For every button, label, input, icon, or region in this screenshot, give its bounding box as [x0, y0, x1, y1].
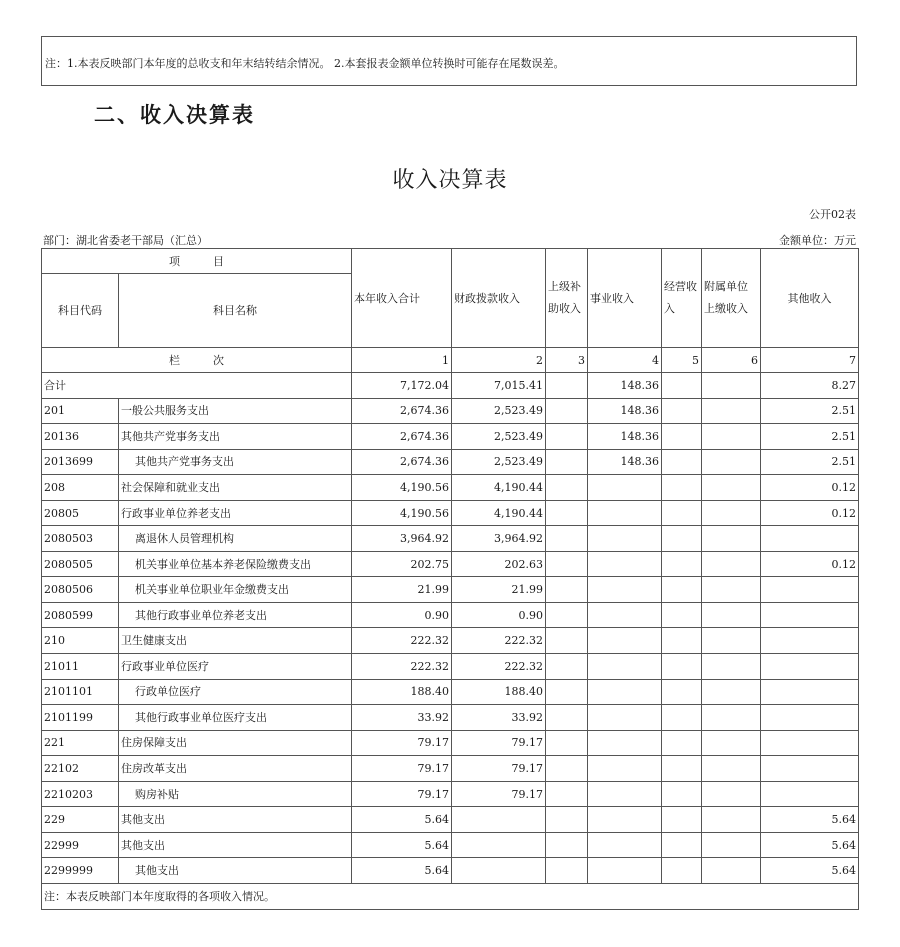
cell-operating [662, 679, 702, 705]
cell-superior [546, 858, 588, 884]
cell-business [588, 475, 662, 501]
cell-other: 5.64 [761, 807, 859, 833]
cell-operating [662, 373, 702, 399]
cell-other: 0.12 [761, 475, 859, 501]
cell-other [761, 756, 859, 782]
cell-name: 行政单位医疗 [119, 679, 352, 705]
cell-operating [662, 500, 702, 526]
cell-operating [662, 654, 702, 680]
cell-operating [662, 756, 702, 782]
cell-affiliated [702, 526, 761, 552]
header-row-1 [42, 249, 859, 274]
cell-affiliated [702, 424, 761, 450]
cell-other: 0.12 [761, 551, 859, 577]
header-superior: 上级补助收入 [546, 249, 588, 348]
cell-name: 行政事业单位养老支出 [119, 500, 352, 526]
cell-code: 2210203 [42, 781, 119, 807]
cell-code: 2101101 [42, 679, 119, 705]
cell-other: 2.51 [761, 424, 859, 450]
cell-business: 148.36 [588, 424, 662, 450]
header-fiscal: 财政拨款收入 [452, 249, 546, 348]
cell-name: 机关事业单位职业年金缴费支出 [119, 577, 352, 603]
table-row [42, 628, 859, 654]
cell-code: 22999 [42, 832, 119, 858]
cell-fiscal: 2,523.49 [452, 449, 546, 475]
cell-code: 20136 [42, 424, 119, 450]
cell-other [761, 602, 859, 628]
cell-superior [546, 551, 588, 577]
table-row [42, 475, 859, 501]
cell-affiliated [702, 577, 761, 603]
cell-fiscal: 79.17 [452, 781, 546, 807]
header-project: 项 目 [42, 249, 352, 274]
cell-name: 住房改革支出 [119, 756, 352, 782]
cell-superior [546, 602, 588, 628]
cell-business [588, 807, 662, 833]
cell-name: 其他行政事业单位养老支出 [119, 602, 352, 628]
cell-operating [662, 526, 702, 552]
cell-other: 5.64 [761, 858, 859, 884]
cell-operating [662, 832, 702, 858]
form-number: 公开02表 [809, 208, 856, 221]
cell-fiscal: 79.17 [452, 730, 546, 756]
cell-affiliated [702, 475, 761, 501]
cell-fiscal: 188.40 [452, 679, 546, 705]
cell-total: 188.40 [352, 679, 452, 705]
cell-code: 22102 [42, 756, 119, 782]
cell-affiliated [702, 398, 761, 424]
table-row [42, 705, 859, 731]
table-title: 收入决算表 [392, 168, 508, 193]
header-name: 科目名称 [119, 274, 352, 348]
cell-operating [662, 628, 702, 654]
cell-fiscal [452, 858, 546, 884]
cell-business [588, 526, 662, 552]
cell-total: 2,674.36 [352, 424, 452, 450]
cell-name: 购房补贴 [119, 781, 352, 807]
cell-business [588, 654, 662, 680]
cell-fiscal: 21.99 [452, 577, 546, 603]
cell-code: 20805 [42, 500, 119, 526]
cell-code: 21011 [42, 654, 119, 680]
cell-code: 2080505 [42, 551, 119, 577]
cell-other [761, 705, 859, 731]
cell-total: 222.32 [352, 628, 452, 654]
top-note: 注：1.本表反映部门本年度的总收支和年末结转结余情况。 2.本套报表金额单位转换时可能存在尾数误差。 [41, 36, 857, 86]
cell-affiliated [702, 654, 761, 680]
cell-total: 3,964.92 [352, 526, 452, 552]
cell-fiscal: 222.32 [452, 628, 546, 654]
cell-total: 79.17 [352, 730, 452, 756]
cell-business [588, 781, 662, 807]
header-affiliated: 附属单位上缴收入 [702, 249, 761, 348]
cell-business [588, 730, 662, 756]
cell-total: 21.99 [352, 577, 452, 603]
cell-other: 8.27 [761, 373, 859, 399]
cell-name: 其他支出 [119, 807, 352, 833]
table-row [42, 654, 859, 680]
cell-code: 201 [42, 398, 119, 424]
cell-business [588, 628, 662, 654]
cell-business [588, 858, 662, 884]
cell-total: 5.64 [352, 858, 452, 884]
column-number-row [42, 348, 859, 373]
cell-superior [546, 526, 588, 552]
cell-fiscal [452, 807, 546, 833]
table-row [42, 526, 859, 552]
col-num: 2 [452, 348, 546, 373]
cell-affiliated [702, 730, 761, 756]
cell-code: 2013699 [42, 449, 119, 475]
cell-superior [546, 756, 588, 782]
table-row [42, 424, 859, 450]
cell-name: 社会保障和就业支出 [119, 475, 352, 501]
cell-code: 210 [42, 628, 119, 654]
cell-total: 2,674.36 [352, 449, 452, 475]
cell-total: 79.17 [352, 781, 452, 807]
cell-total: 5.64 [352, 832, 452, 858]
cell-other [761, 781, 859, 807]
cell-superior [546, 500, 588, 526]
cell-superior [546, 730, 588, 756]
cell-other: 2.51 [761, 398, 859, 424]
cell-other [761, 679, 859, 705]
col-num: 5 [662, 348, 702, 373]
table-row [42, 756, 859, 782]
header-operating: 经营收入 [662, 249, 702, 348]
table-row [42, 679, 859, 705]
cell-fiscal: 0.90 [452, 602, 546, 628]
cell-business: 148.36 [588, 373, 662, 399]
cell-business [588, 705, 662, 731]
total-label: 合计 [42, 373, 352, 399]
cell-name: 其他支出 [119, 858, 352, 884]
cell-affiliated [702, 781, 761, 807]
cell-other: 0.12 [761, 500, 859, 526]
cell-fiscal: 4,190.44 [452, 500, 546, 526]
cell-operating [662, 398, 702, 424]
table-row [42, 602, 859, 628]
cell-other [761, 526, 859, 552]
cell-operating [662, 475, 702, 501]
cell-code: 208 [42, 475, 119, 501]
cell-other [761, 730, 859, 756]
cell-code: 2080599 [42, 602, 119, 628]
cell-superior [546, 807, 588, 833]
cell-fiscal: 7,015.41 [452, 373, 546, 399]
cell-total: 79.17 [352, 756, 452, 782]
cell-code: 221 [42, 730, 119, 756]
cell-business [588, 679, 662, 705]
table-row [42, 781, 859, 807]
col-num: 6 [702, 348, 761, 373]
cell-total: 202.75 [352, 551, 452, 577]
cell-operating [662, 781, 702, 807]
cell-superior [546, 373, 588, 399]
total-row [42, 373, 859, 399]
cell-affiliated [702, 832, 761, 858]
department-label: 部门：湖北省委老干部局（汇总） [43, 234, 208, 247]
table-row [42, 500, 859, 526]
cell-affiliated [702, 858, 761, 884]
col-num: 4 [588, 348, 662, 373]
header-business: 事业收入 [588, 249, 662, 348]
cell-name: 其他共产党事务支出 [119, 424, 352, 450]
header-other: 其他收入 [761, 249, 859, 348]
cell-affiliated [702, 705, 761, 731]
cell-fiscal: 202.63 [452, 551, 546, 577]
cell-total: 4,190.56 [352, 475, 452, 501]
table-row [42, 807, 859, 833]
table-row [42, 858, 859, 884]
cell-operating [662, 602, 702, 628]
cell-other [761, 577, 859, 603]
cell-fiscal: 79.17 [452, 756, 546, 782]
cell-name: 住房保障支出 [119, 730, 352, 756]
col-num: 7 [761, 348, 859, 373]
cell-operating [662, 449, 702, 475]
col-num: 1 [352, 348, 452, 373]
cell-name: 其他共产党事务支出 [119, 449, 352, 475]
cell-superior [546, 398, 588, 424]
cell-code: 2080506 [42, 577, 119, 603]
cell-affiliated [702, 551, 761, 577]
amount-unit-label: 金额单位：万元 [779, 234, 856, 247]
cell-code: 2080503 [42, 526, 119, 552]
cell-name: 行政事业单位医疗 [119, 654, 352, 680]
cell-affiliated [702, 602, 761, 628]
cell-superior [546, 424, 588, 450]
cell-affiliated [702, 679, 761, 705]
footer-row [42, 883, 859, 909]
column-label: 栏 次 [42, 348, 352, 373]
cell-business: 148.36 [588, 449, 662, 475]
income-table [41, 248, 859, 910]
cell-other: 5.64 [761, 832, 859, 858]
cell-operating [662, 807, 702, 833]
footer-note: 注：本表反映部门本年度取得的各项收入情况。 [42, 883, 859, 909]
cell-business [588, 602, 662, 628]
cell-other: 2.51 [761, 449, 859, 475]
cell-superior [546, 781, 588, 807]
cell-total: 4,190.56 [352, 500, 452, 526]
cell-name: 其他支出 [119, 832, 352, 858]
cell-code: 229 [42, 807, 119, 833]
cell-fiscal: 3,964.92 [452, 526, 546, 552]
header-total: 本年收入合计 [352, 249, 452, 348]
cell-operating [662, 730, 702, 756]
cell-business [588, 756, 662, 782]
cell-total: 33.92 [352, 705, 452, 731]
cell-operating [662, 577, 702, 603]
cell-operating [662, 551, 702, 577]
cell-name: 其他行政事业单位医疗支出 [119, 705, 352, 731]
table-row [42, 832, 859, 858]
table-row [42, 577, 859, 603]
cell-total: 7,172.04 [352, 373, 452, 399]
col-num: 3 [546, 348, 588, 373]
cell-code: 2299999 [42, 858, 119, 884]
cell-affiliated [702, 628, 761, 654]
cell-business [588, 832, 662, 858]
cell-operating [662, 705, 702, 731]
cell-superior [546, 449, 588, 475]
cell-affiliated [702, 449, 761, 475]
cell-fiscal [452, 832, 546, 858]
cell-name: 离退休人员管理机构 [119, 526, 352, 552]
table-row [42, 730, 859, 756]
cell-superior [546, 577, 588, 603]
cell-fiscal: 2,523.49 [452, 424, 546, 450]
table-row [42, 449, 859, 475]
cell-fiscal: 33.92 [452, 705, 546, 731]
cell-total: 0.90 [352, 602, 452, 628]
cell-superior [546, 832, 588, 858]
cell-total: 5.64 [352, 807, 452, 833]
cell-affiliated [702, 807, 761, 833]
cell-superior [546, 679, 588, 705]
cell-superior [546, 628, 588, 654]
cell-affiliated [702, 500, 761, 526]
cell-operating [662, 424, 702, 450]
cell-affiliated [702, 373, 761, 399]
table-row [42, 551, 859, 577]
cell-code: 2101199 [42, 705, 119, 731]
cell-total: 2,674.36 [352, 398, 452, 424]
section-heading: 二、收入决算表 [94, 103, 255, 127]
cell-fiscal: 4,190.44 [452, 475, 546, 501]
cell-business [588, 577, 662, 603]
cell-business: 148.36 [588, 398, 662, 424]
header-code: 科目代码 [42, 274, 119, 348]
cell-name: 机关事业单位基本养老保险缴费支出 [119, 551, 352, 577]
cell-superior [546, 705, 588, 731]
cell-other [761, 628, 859, 654]
table-row [42, 398, 859, 424]
cell-business [588, 551, 662, 577]
cell-fiscal: 222.32 [452, 654, 546, 680]
cell-other [761, 654, 859, 680]
cell-total: 222.32 [352, 654, 452, 680]
cell-fiscal: 2,523.49 [452, 398, 546, 424]
cell-affiliated [702, 756, 761, 782]
cell-superior [546, 654, 588, 680]
cell-name: 卫生健康支出 [119, 628, 352, 654]
cell-operating [662, 858, 702, 884]
cell-superior [546, 475, 588, 501]
cell-name: 一般公共服务支出 [119, 398, 352, 424]
cell-business [588, 500, 662, 526]
